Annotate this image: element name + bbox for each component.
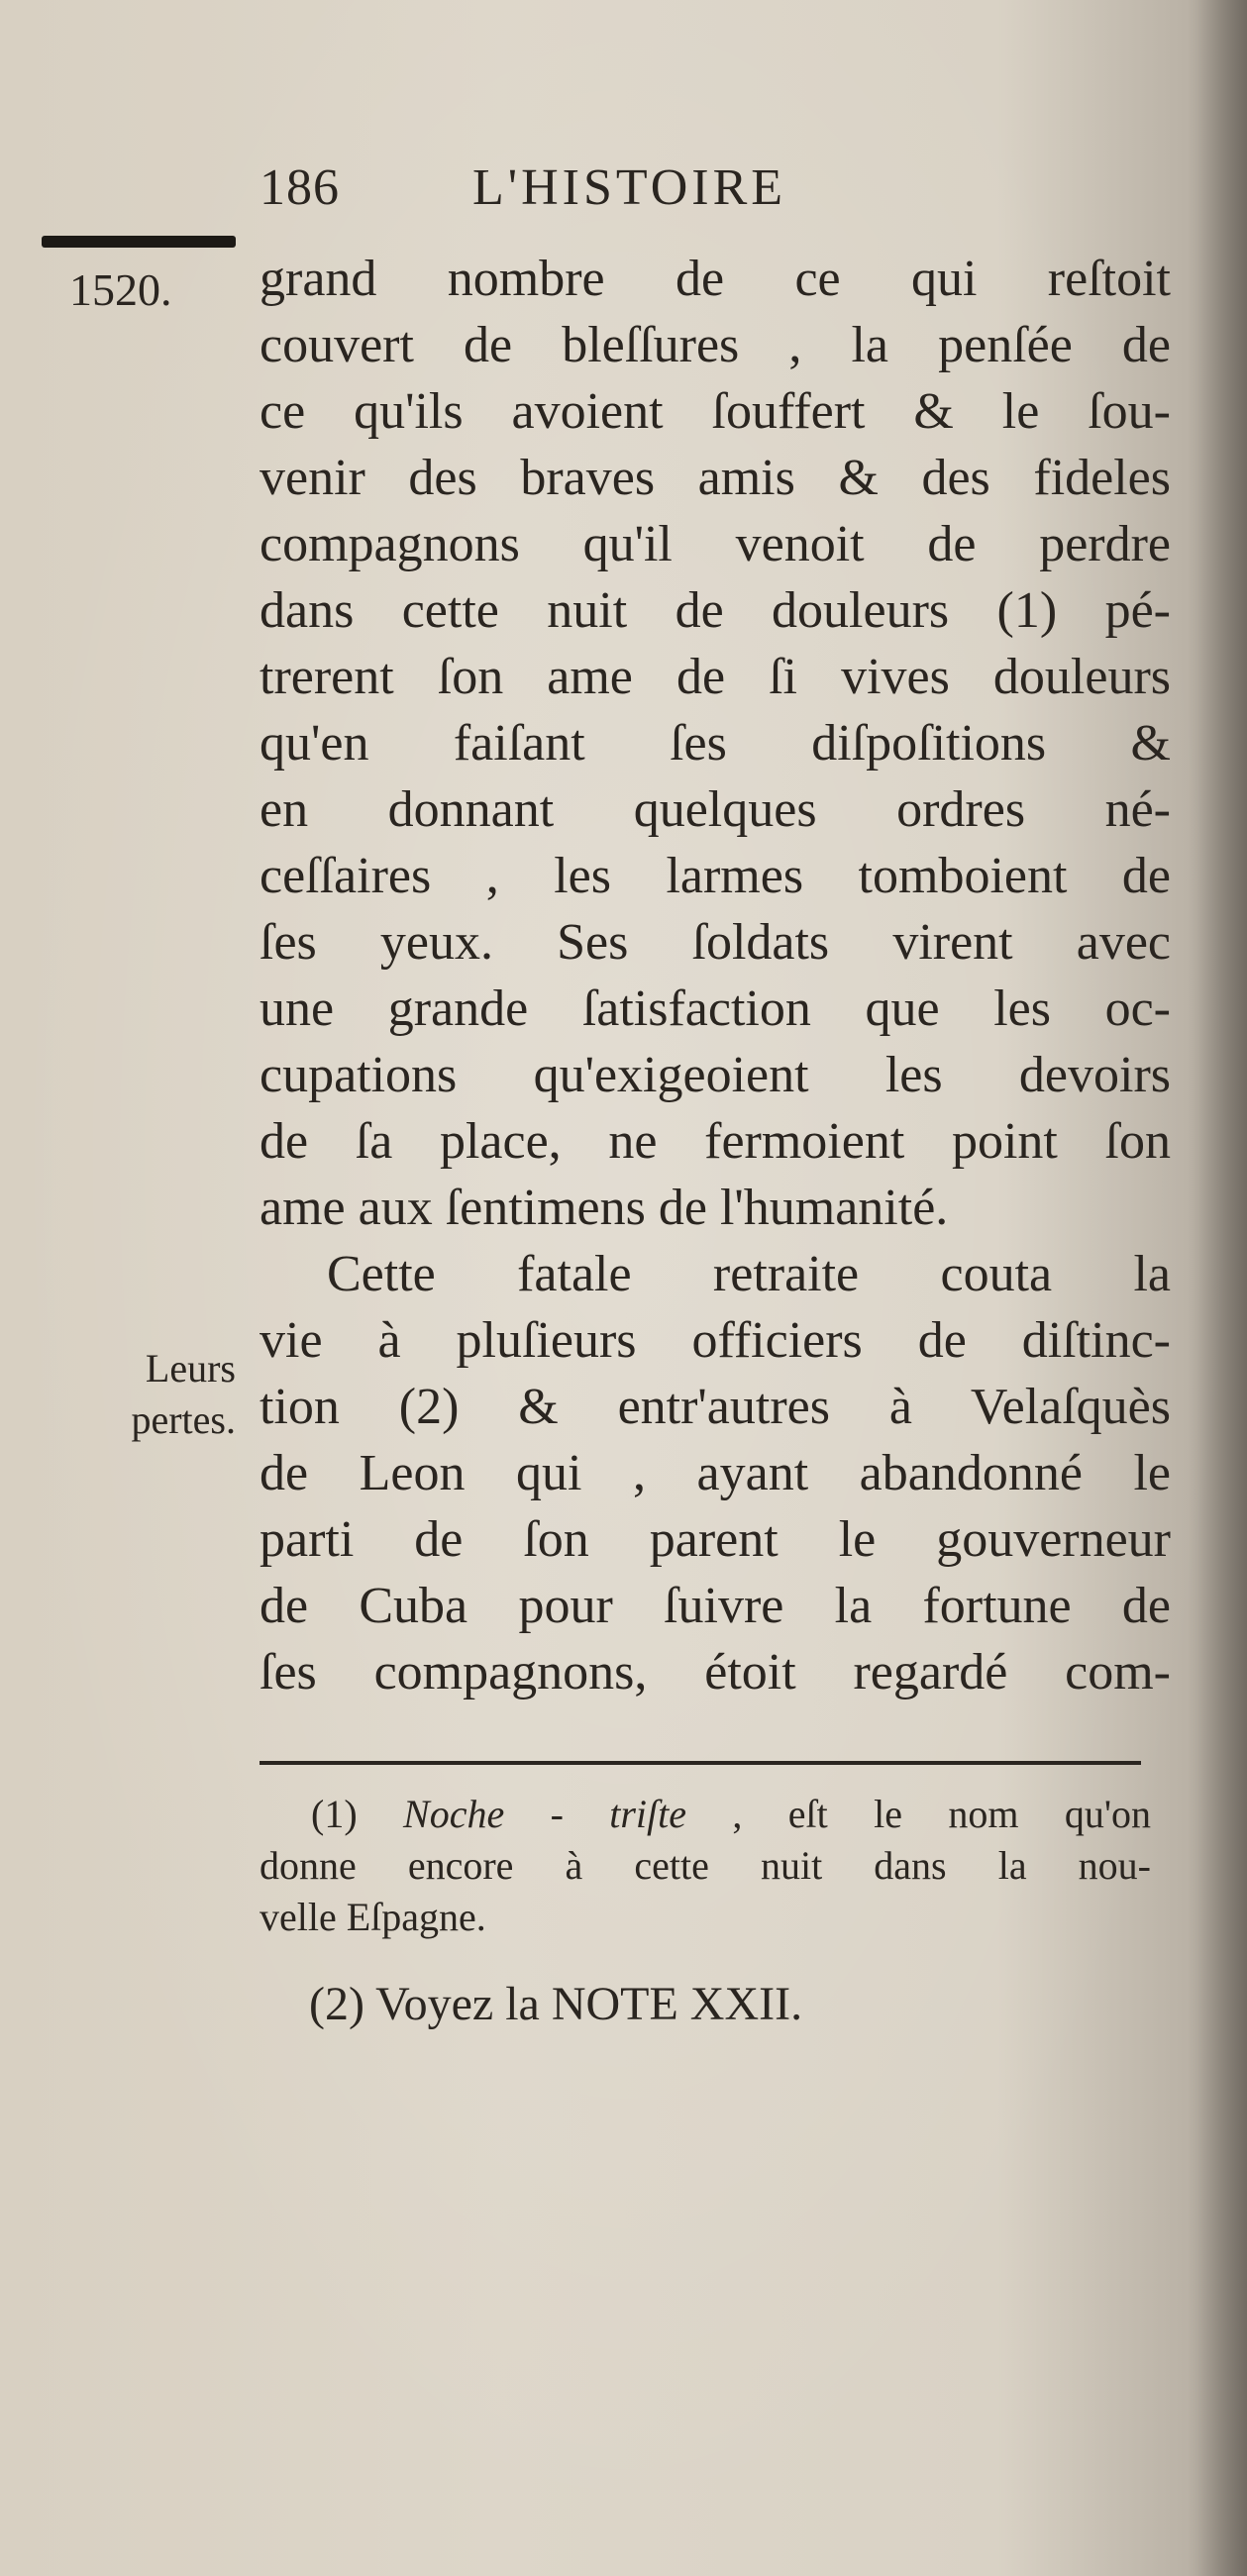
margin-rule (42, 236, 236, 248)
text-line: de Cuba pour ſuivre la fortune de (260, 1578, 1171, 1634)
footnote-line: velle Eſpagne. (260, 1895, 486, 1939)
page-edge-shadow (1188, 0, 1247, 2576)
running-header (260, 158, 786, 217)
text-line: ame aux ſentimens de l'humanité. (260, 1180, 949, 1236)
footnote-text: , eſt le nom qu'on (732, 1792, 1152, 1836)
margin-year: 1520. (69, 264, 172, 315)
main-text (260, 246, 1171, 1705)
text-line: couvert de bleſſures , la penſée de (260, 317, 1171, 373)
margin-note-line: pertes. (131, 1397, 236, 1442)
footnote-rule (260, 1761, 1141, 1765)
text-line: grand nombre de ce qui reſtoit (260, 251, 1171, 307)
text-line: Cette fatale retraite couta la (327, 1246, 1171, 1302)
text-line: ſes compagnons, étoit regardé com- (260, 1644, 1171, 1700)
footnote-marker: (1) (311, 1792, 358, 1836)
text-line: dans cette nuit de douleurs (1) pé- (260, 582, 1171, 639)
text-line: trerent ſon ame de ſi vives douleurs (260, 649, 1171, 705)
footnote-2: (2) Voyez la NOTE XXII. (309, 1978, 803, 2030)
margin-note (38, 1343, 236, 1446)
text-line: en donnant quelques ordres né- (260, 781, 1171, 838)
text-line: vie à pluſieurs officiers de diſtinc- (260, 1312, 1171, 1369)
text-line: de ſa place, ne fermoient point ſon (260, 1113, 1171, 1170)
text-line: parti de ſon parent le gouverneur (260, 1511, 1171, 1568)
text-line: tion (2) & entr'autres à Velaſquès (260, 1379, 1171, 1435)
text-line: ſes yeux. Ses ſoldats virent avec (260, 914, 1171, 971)
text-line: de Leon qui , ayant abandonné le (260, 1445, 1171, 1501)
text-line: ce qu'ils avoient ſouffert & le ſou- (260, 383, 1171, 440)
footnote-line: donne encore à cette nuit dans la nou- (260, 1843, 1151, 1888)
text-line: ceſſaires , les larmes tomboient de (260, 848, 1171, 904)
text-line: cupations qu'exigeoient les devoirs (260, 1047, 1171, 1103)
footnotes (260, 1789, 1151, 1943)
text-line: une grande ſatisfaction que les oc- (260, 980, 1171, 1037)
page-number: 186 (260, 159, 340, 216)
footnote-line (260, 1789, 1151, 1840)
text-line: venir des braves amis & des fideles (260, 450, 1171, 506)
text-line: qu'en faiſant ſes diſpoſitions & (260, 715, 1171, 772)
running-title: L'HISTOIRE (472, 159, 787, 216)
margin-note-line: Leurs (145, 1346, 236, 1391)
text-line: compagnons qu'il venoit de perdre (260, 516, 1171, 572)
footnote-term: Noche - triſte (403, 1792, 687, 1836)
